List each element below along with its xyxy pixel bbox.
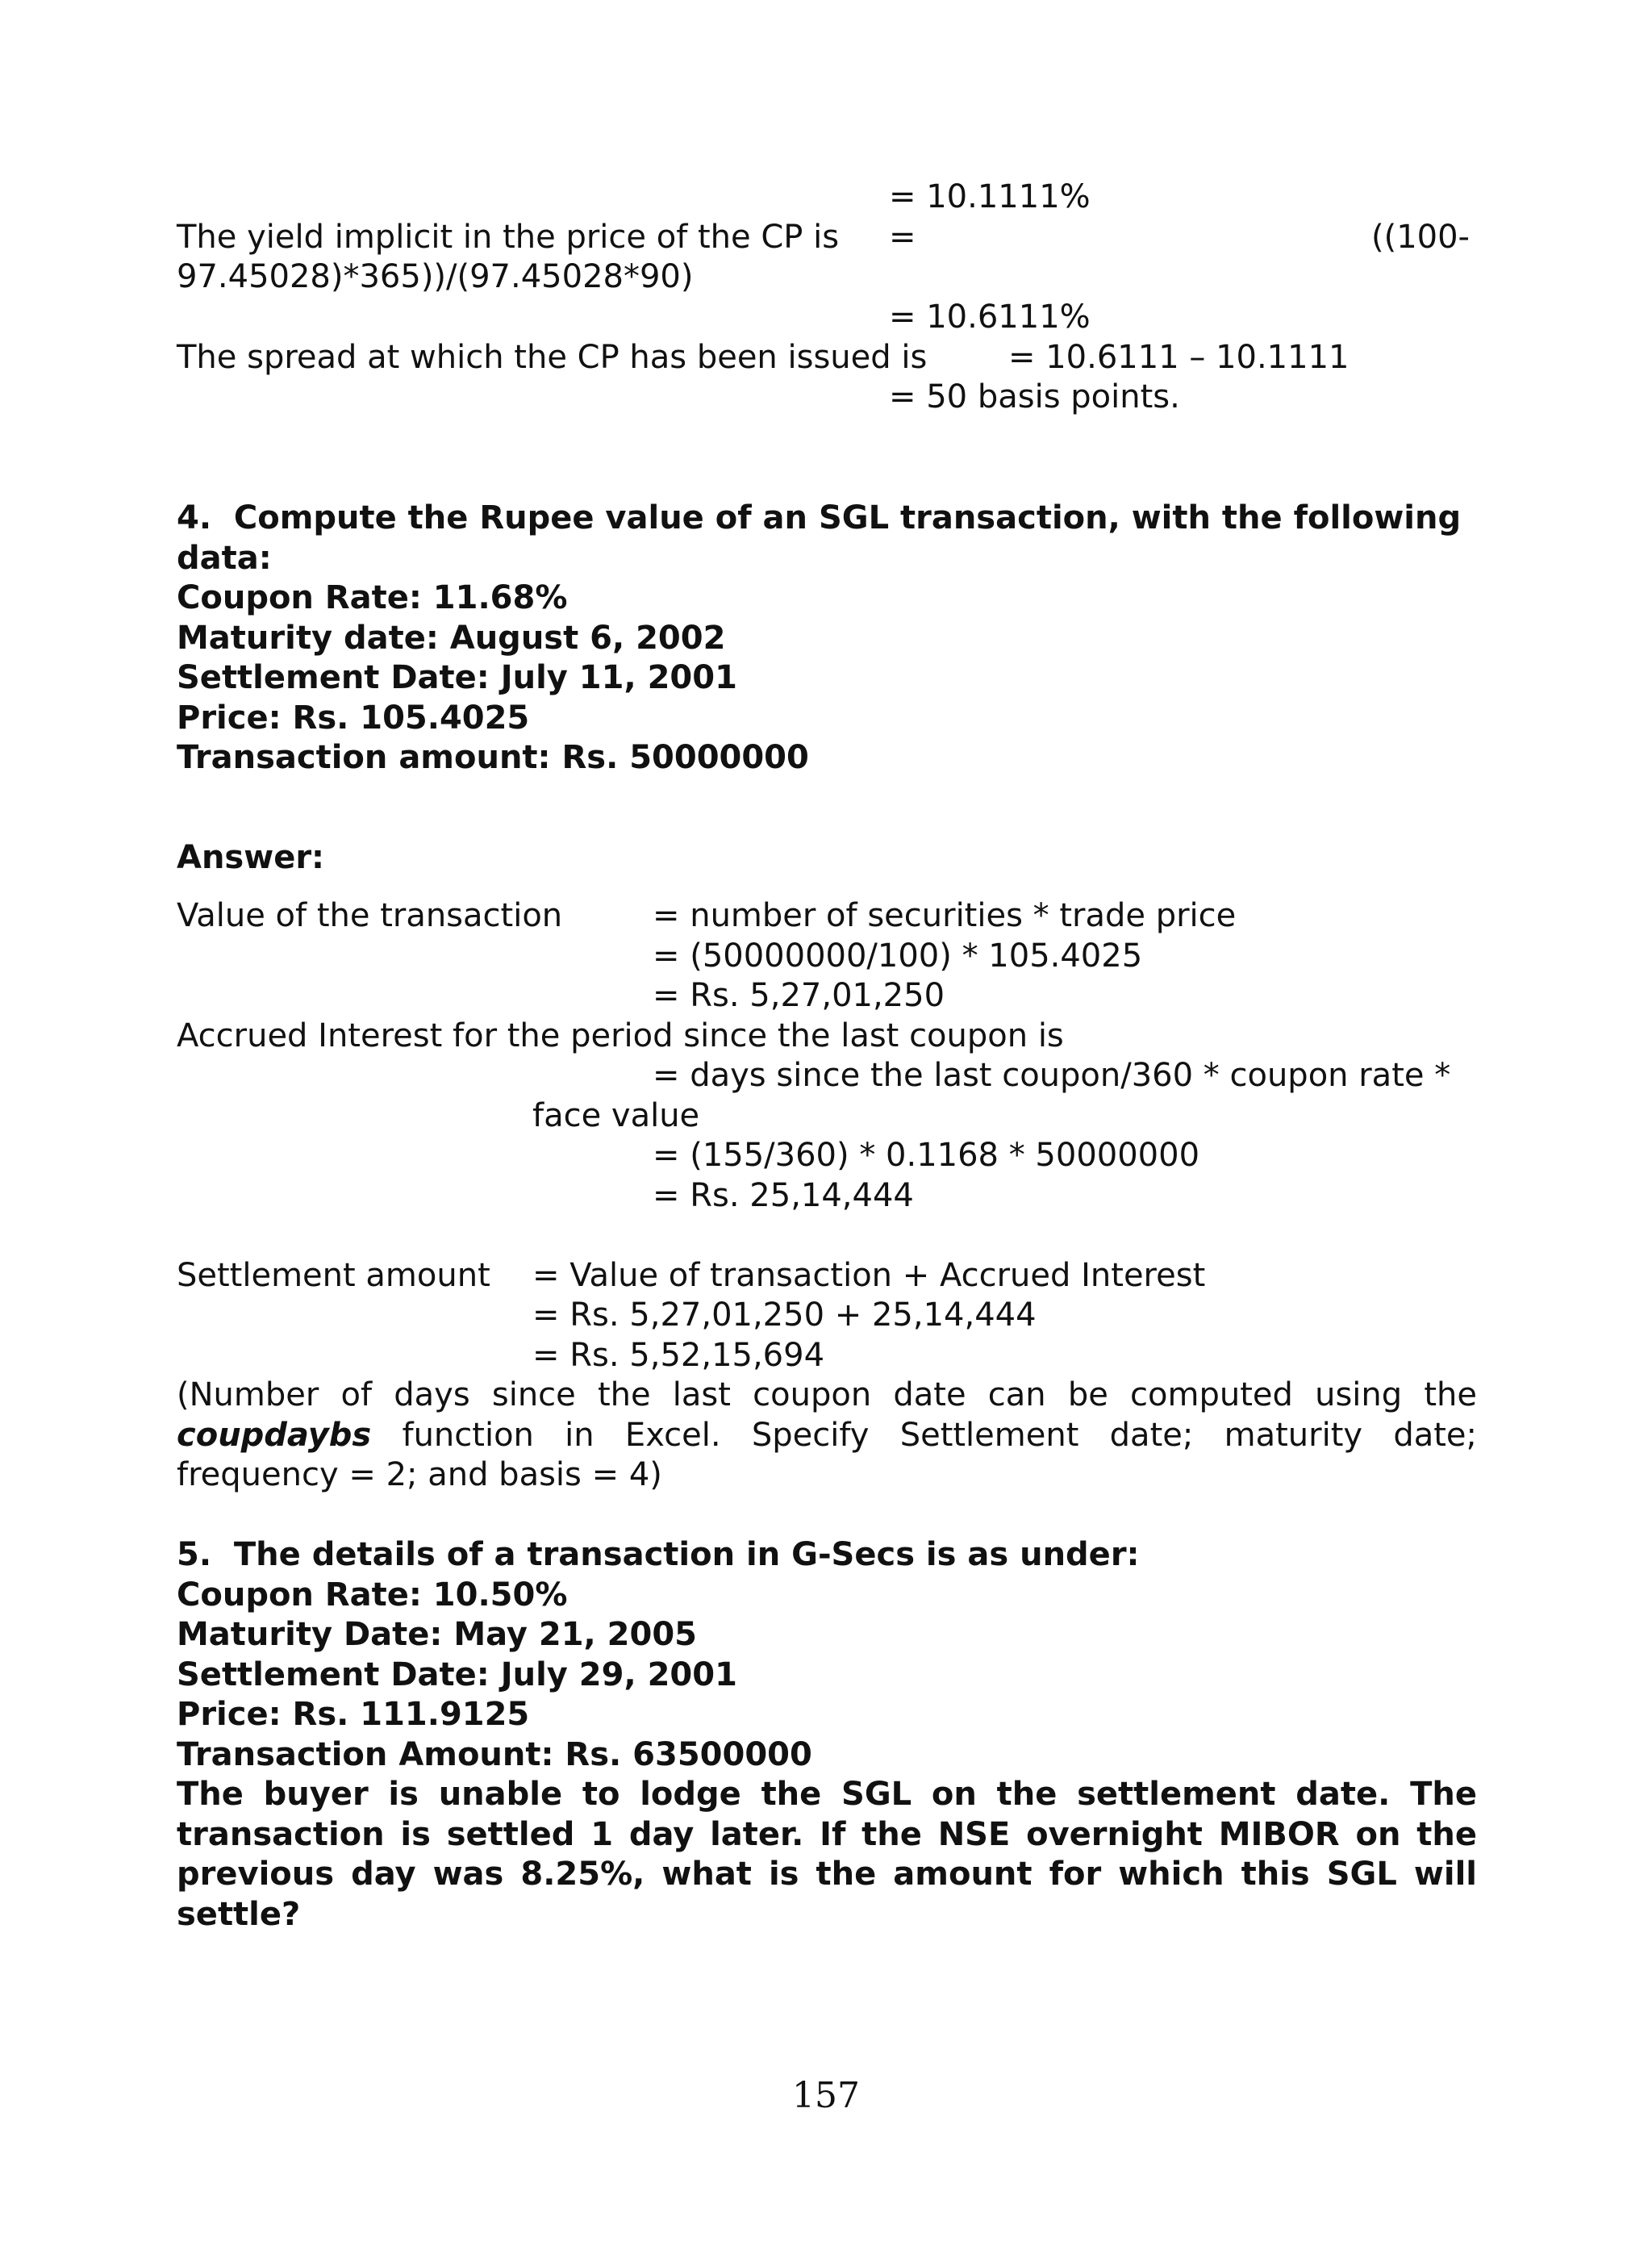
result-line: = 10.1111% [889,178,1091,215]
accrued-line-1: = days since the last coupon/360 * coupon rate * [653,1057,1451,1094]
value-line-1: = number of securities * trade price [653,897,1237,934]
q5-heading: 5. The details of a transaction in G-Secs is as under: [177,1536,1140,1573]
settle-line-1: = Value of transaction + Accrued Interest [532,1257,1206,1294]
q5-body-line-2: transaction is settled 1 day later. If the NSE overnight MIBOR on the [177,1816,1477,1853]
q5-price: Price: Rs. 111.9125 [177,1696,530,1733]
q4-heading: 4. Compute the Rupee value of an SGL transaction, with the following [177,499,1462,536]
q5-maturity: Maturity Date: May 21, 2005 [177,1616,697,1653]
q5-coupon: Coupon Rate: 10.50% [177,1576,568,1614]
yield-eq: = [889,219,916,256]
accrued-line-3: = Rs. 25,14,444 [653,1177,914,1214]
value-label: Value of the transaction [177,897,563,934]
q5-settlement: Settlement Date: July 29, 2001 [177,1656,737,1693]
excel-function-name: coupdaybs [177,1417,372,1454]
q4-maturity: Maturity date: August 6, 2002 [177,620,726,657]
q4-coupon: Coupon Rate: 11.68% [177,579,568,616]
spread-result: = 50 basis points. [889,378,1180,415]
yield-tail: ((100- [1371,219,1470,256]
q5-body-line-1: The buyer is unable to lodge the SGL on the settlement date. The [177,1776,1477,1813]
yield-formula: 97.45028)*365))/(97.45028*90) [177,258,694,295]
yield-result: = 10.6111% [889,299,1091,336]
q4-amount: Transaction amount: Rs. 50000000 [177,739,809,776]
settle-label: Settlement amount [177,1257,490,1294]
value-line-2: = (50000000/100) * 105.4025 [653,937,1143,975]
q4-price: Price: Rs. 105.4025 [177,699,530,737]
q5-body-line-3: previous day was 8.25%, what is the amount for which this SGL will [177,1856,1477,1893]
accrued-line-2: = (155/360) * 0.1168 * 50000000 [653,1137,1200,1174]
settle-line-2: = Rs. 5,27,01,250 + 25,14,444 [532,1296,1037,1334]
note-line-2 [177,1415,1477,1455]
note-line-2-rest: function in Excel. Specify Settlement date; maturity date; [402,1417,1477,1454]
accrued-label: Accrued Interest for the period since the last coupon is [177,1017,1064,1054]
page-number: 157 [792,2075,860,2116]
spread-value: = 10.6111 – 10.1111 [1008,339,1350,376]
settle-line-3: = Rs. 5,52,15,694 [532,1337,825,1374]
q5-body-line-4: settle? [177,1896,301,1933]
spread-label: The spread at which the CP has been issued is [177,339,928,376]
q4-settlement: Settlement Date: July 11, 2001 [177,659,737,696]
note-line-1: (Number of days since the last coupon date can be computed using the [177,1376,1477,1413]
answer-label: Answer: [177,839,325,876]
yield-label: The yield implicit in the price of the CP is [177,219,840,256]
value-line-3: = Rs. 5,27,01,250 [653,977,945,1014]
q4-heading-cont: data: [177,540,272,577]
note-line-3: frequency = 2; and basis = 4) [177,1456,662,1493]
q5-amount: Transaction Amount: Rs. 63500000 [177,1736,812,1773]
accrued-line-1b: face value [532,1097,700,1134]
